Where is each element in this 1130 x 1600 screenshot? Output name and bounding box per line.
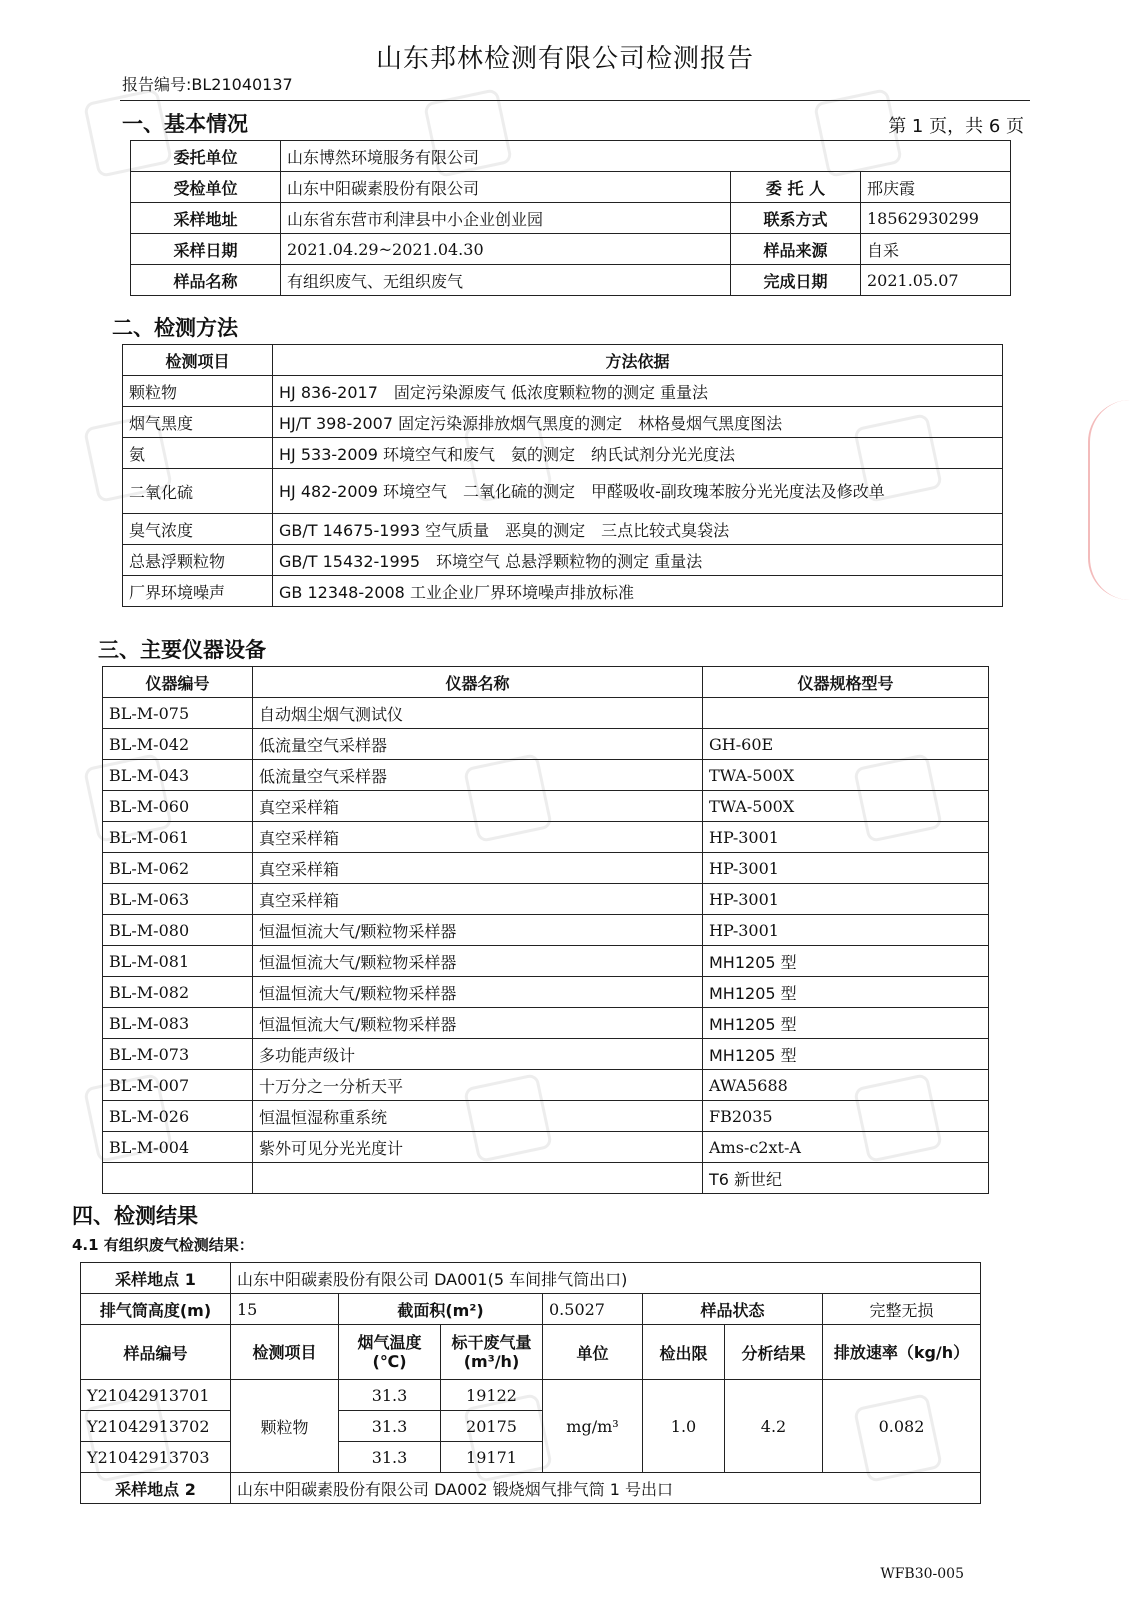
method-basis: GB/T 15432-1995 环境空气 总悬浮颗粒物的测定 重量法: [273, 545, 1003, 576]
table-row: [131, 265, 1011, 296]
sample-id: Y21042913701: [81, 1380, 231, 1411]
field-value: 山东博然环境服务有限公司: [281, 141, 1011, 172]
table-row: [123, 576, 1003, 607]
equipment-model: MH1205 型: [703, 1039, 989, 1070]
table-row: [103, 1132, 989, 1163]
table-row: [123, 438, 1003, 469]
equipment-model: HP-3001: [703, 884, 989, 915]
detection-limit: 1.0: [643, 1380, 725, 1473]
field-label: 委 托 人: [731, 172, 861, 203]
equipment-name: 恒温恒流大气/颗粒物采样器: [253, 915, 703, 946]
table-row: [103, 946, 989, 977]
equipment-model: HP-3001: [703, 853, 989, 884]
equipment-name: 低流量空气采样器: [253, 760, 703, 791]
table-row: [81, 1473, 981, 1504]
column-header: 分析结果: [725, 1325, 823, 1380]
equipment-name: 真空采样箱: [253, 853, 703, 884]
field-value: 18562930299: [861, 203, 1011, 234]
field-label: 联系方式: [731, 203, 861, 234]
equipment-model: TWA-500X: [703, 791, 989, 822]
smoke-temp: 31.3: [339, 1411, 441, 1442]
site1-label: 采样地点 1: [81, 1263, 231, 1294]
field-label: 采样地址: [131, 203, 281, 234]
stack-height-label: 排气筒高度(m): [81, 1294, 231, 1325]
form-code: WFB30-005: [880, 1566, 964, 1582]
result-item: 颗粒物: [231, 1380, 339, 1473]
report-title: 山东邦林检测有限公司检测报告: [375, 44, 754, 74]
header-divider: [120, 100, 1030, 101]
equipment-name: 真空采样箱: [253, 884, 703, 915]
table-row: [103, 698, 989, 729]
table-row: [103, 977, 989, 1008]
method-item: 厂界环境噪声: [123, 576, 273, 607]
field-label: 样品名称: [131, 265, 281, 296]
method-item: 氨: [123, 438, 273, 469]
flow-rate: 19171: [441, 1442, 543, 1473]
column-header: 标干废气量(m³/h): [441, 1325, 543, 1380]
method-basis: GB/T 14675-1993 空气质量 恶臭的测定 三点比较式臭袋法: [273, 514, 1003, 545]
analysis-result: 4.2: [725, 1380, 823, 1473]
equipment-no: BL-M-083: [103, 1008, 253, 1039]
table-header-row: [81, 1325, 981, 1380]
equipment-no: BL-M-042: [103, 729, 253, 760]
equipment-model: MH1205 型: [703, 946, 989, 977]
table-row: [123, 545, 1003, 576]
method-basis: HJ/T 398-2007 固定污染源排放烟气黑度的测定 林格曼烟气黑度图法: [273, 407, 1003, 438]
method-basis: HJ 482-2009 环境空气 二氧化硫的测定 甲醛吸收-副玫瑰苯胺分光光度法及修改单: [273, 469, 1003, 514]
field-value: 山东省东营市利津县中小企业创业园: [281, 203, 731, 234]
method-item: 臭气浓度: [123, 514, 273, 545]
section2-heading: 二、检测方法: [112, 316, 238, 340]
equipment-no: BL-M-061: [103, 822, 253, 853]
column-header: 仪器名称: [253, 667, 703, 698]
equipment-no: BL-M-075: [103, 698, 253, 729]
table-row: [103, 760, 989, 791]
sample-state-value: 完整无损: [823, 1294, 981, 1325]
column-header: 检测项目: [231, 1325, 339, 1380]
equipment-name: 多功能声级计: [253, 1039, 703, 1070]
table-row: [103, 729, 989, 760]
equipment-no: BL-M-062: [103, 853, 253, 884]
table-header-row: [103, 667, 989, 698]
table-row: [103, 1008, 989, 1039]
sample-id: Y21042913702: [81, 1411, 231, 1442]
basic-info-table: [130, 140, 1011, 296]
table-row: [123, 376, 1003, 407]
table-row: [81, 1263, 981, 1294]
page-info: 第 1 页，共 6 页: [888, 116, 1024, 137]
table-row: [81, 1294, 981, 1325]
table-row: [123, 514, 1003, 545]
method-table: [122, 344, 1003, 607]
table-row: [103, 1039, 989, 1070]
equipment-model: GH-60E: [703, 729, 989, 760]
equipment-name: 十万分之一分析天平: [253, 1070, 703, 1101]
table-row: [103, 1101, 989, 1132]
equipment-name: [253, 1163, 703, 1194]
equipment-model: MH1205 型: [703, 1008, 989, 1039]
smoke-temp: 31.3: [339, 1442, 441, 1473]
red-seal-edge: [1088, 400, 1130, 600]
equipment-name: 恒温恒流大气/颗粒物采样器: [253, 946, 703, 977]
field-label: 完成日期: [731, 265, 861, 296]
column-header: 样品编号: [81, 1325, 231, 1380]
table-row: [103, 884, 989, 915]
table-row: [123, 469, 1003, 514]
equipment-no: BL-M-060: [103, 791, 253, 822]
section4-1-heading: 4.1 有组织废气检测结果：: [72, 1236, 254, 1254]
field-value: 自采: [861, 234, 1011, 265]
table-row: [131, 203, 1011, 234]
equipment-model: MH1205 型: [703, 977, 989, 1008]
column-header: 检出限: [643, 1325, 725, 1380]
section4-heading: 四、检测结果: [72, 1204, 198, 1228]
stack-height-value: 15: [231, 1294, 339, 1325]
equipment-model: T6 新世纪: [703, 1163, 989, 1194]
equipment-model: HP-3001: [703, 915, 989, 946]
column-header: 方法依据: [273, 345, 1003, 376]
sample-state-label: 样品状态: [643, 1294, 823, 1325]
section3-heading: 三、主要仪器设备: [98, 638, 266, 662]
field-value: 邢庆霞: [861, 172, 1011, 203]
section1-heading: 一、基本情况: [122, 112, 248, 136]
equipment-no: BL-M-082: [103, 977, 253, 1008]
results-table: [80, 1262, 981, 1504]
equipment-name: 恒温恒流大气/颗粒物采样器: [253, 977, 703, 1008]
equipment-no: [103, 1163, 253, 1194]
equipment-no: BL-M-063: [103, 884, 253, 915]
field-value: 2021.04.29~2021.04.30: [281, 234, 731, 265]
equipment-model: AWA5688: [703, 1070, 989, 1101]
equipment-no: BL-M-043: [103, 760, 253, 791]
column-header: 单位: [543, 1325, 643, 1380]
equipment-name: 真空采样箱: [253, 791, 703, 822]
method-item: 总悬浮颗粒物: [123, 545, 273, 576]
method-item: 二氧化硫: [123, 469, 273, 514]
site1-value: 山东中阳碳素股份有限公司 DA001(5 车间排气筒出口): [231, 1263, 981, 1294]
equipment-name: 恒温恒流大气/颗粒物采样器: [253, 1008, 703, 1039]
table-header-row: [123, 345, 1003, 376]
flow-rate: 20175: [441, 1411, 543, 1442]
equipment-no: BL-M-073: [103, 1039, 253, 1070]
table-row: [131, 234, 1011, 265]
equipment-model: TWA-500X: [703, 760, 989, 791]
equipment-no: BL-M-004: [103, 1132, 253, 1163]
emission-rate: 0.082: [823, 1380, 981, 1473]
report-number: 报告编号:BL21040137: [122, 75, 293, 94]
equipment-no: BL-M-007: [103, 1070, 253, 1101]
equipment-name: 恒温恒湿称重系统: [253, 1101, 703, 1132]
method-basis: HJ 836-2017 固定污染源废气 低浓度颗粒物的测定 重量法: [273, 376, 1003, 407]
flow-rate: 19122: [441, 1380, 543, 1411]
column-header: 检测项目: [123, 345, 273, 376]
field-label: 委托单位: [131, 141, 281, 172]
sample-id: Y21042913703: [81, 1442, 231, 1473]
result-unit: mg/m³: [543, 1380, 643, 1473]
table-row: [103, 1070, 989, 1101]
column-header: 仪器规格型号: [703, 667, 989, 698]
method-item: 颗粒物: [123, 376, 273, 407]
area-value: 0.5027: [543, 1294, 643, 1325]
field-label: 采样日期: [131, 234, 281, 265]
table-row: [103, 791, 989, 822]
equipment-model: [703, 698, 989, 729]
equipment-no: BL-M-026: [103, 1101, 253, 1132]
field-value: 2021.05.07: [861, 265, 1011, 296]
method-basis: HJ 533-2009 环境空气和废气 氨的测定 纳氏试剂分光光度法: [273, 438, 1003, 469]
method-basis: GB 12348-2008 工业企业厂界环境噪声排放标准: [273, 576, 1003, 607]
equipment-model: FB2035: [703, 1101, 989, 1132]
field-value: 山东中阳碳素股份有限公司: [281, 172, 731, 203]
table-row: [103, 1163, 989, 1194]
table-row: [81, 1380, 981, 1411]
table-row: [123, 407, 1003, 438]
table-row: [103, 915, 989, 946]
column-header: 排放速率（kg/h）: [823, 1325, 981, 1380]
area-label: 截面积(m²): [339, 1294, 543, 1325]
table-row: [131, 141, 1011, 172]
field-label: 受检单位: [131, 172, 281, 203]
equipment-no: BL-M-081: [103, 946, 253, 977]
equipment-model: Ams-c2xt-A: [703, 1132, 989, 1163]
table-row: [103, 853, 989, 884]
field-value: 有组织废气、无组织废气: [281, 265, 731, 296]
smoke-temp: 31.3: [339, 1380, 441, 1411]
equipment-name: 低流量空气采样器: [253, 729, 703, 760]
site2-label: 采样地点 2: [81, 1473, 231, 1504]
method-item: 烟气黑度: [123, 407, 273, 438]
column-header: 烟气温度(℃): [339, 1325, 441, 1380]
column-header: 仪器编号: [103, 667, 253, 698]
table-row: [131, 172, 1011, 203]
site2-value: 山东中阳碳素股份有限公司 DA002 锻烧烟气排气筒 1 号出口: [231, 1473, 981, 1504]
equipment-model: HP-3001: [703, 822, 989, 853]
equipment-name: 紫外可见分光光度计: [253, 1132, 703, 1163]
table-row: [103, 822, 989, 853]
equipment-table: [102, 666, 989, 1194]
equipment-no: BL-M-080: [103, 915, 253, 946]
field-label: 样品来源: [731, 234, 861, 265]
equipment-name: 真空采样箱: [253, 822, 703, 853]
equipment-name: 自动烟尘烟气测试仪: [253, 698, 703, 729]
